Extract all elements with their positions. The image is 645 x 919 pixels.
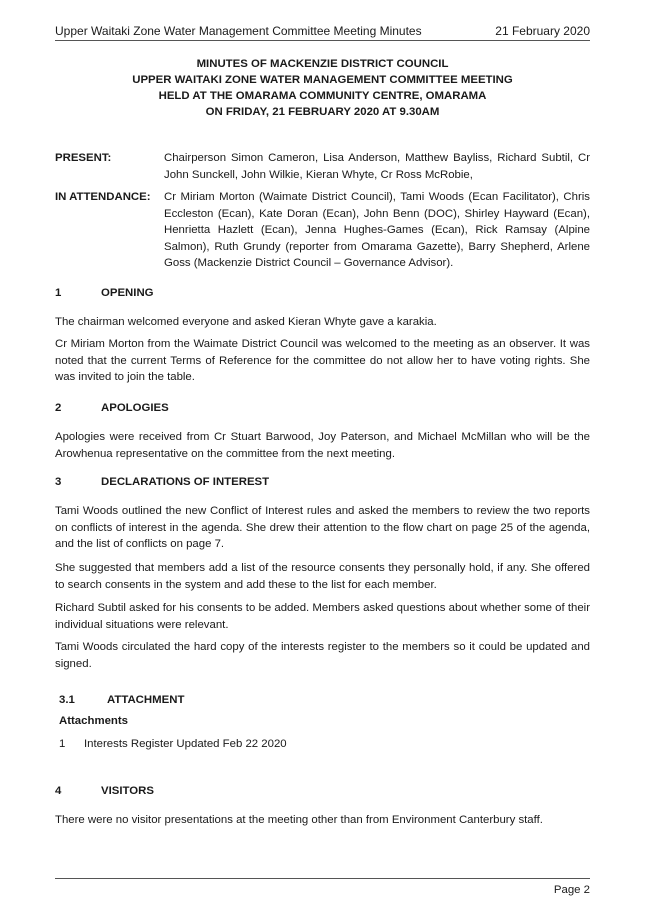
paragraph: The chairman welcomed everyone and asked Kieran Whyte gave a karakia. — [55, 316, 437, 328]
title-line: MINUTES OF MACKENZIE DISTRICT COUNCIL — [196, 58, 449, 70]
present-label: PRESENT: — [55, 152, 112, 164]
header-document-title: Upper Waitaki Zone Water Management Committee Meeting Minutes — [55, 24, 422, 38]
title-line: ON FRIDAY, 21 FEBRUARY 2020 AT 9.30AM — [205, 106, 440, 118]
paragraph: Richard Subtil asked for his consents to be added. Members asked questions about whether some of their individual situations were relevant. — [55, 602, 590, 631]
paragraph: Tami Woods circulated the hard copy of the interests register to the members so it could be updated and signed. — [55, 641, 590, 670]
paragraph: She suggested that members add a list of the resource consents they personally hold, if any. She offered to search consents in the system and add these to the list for each member. — [55, 562, 590, 591]
section-number: 4 — [55, 785, 62, 797]
paragraph: Cr Miriam Morton from the Waimate District Council was welcomed to the meeting as an observer. It was noted that the current Terms of Reference for the committee do not allow her to have voting rights. She was invited to join the table. — [55, 338, 590, 383]
header-date: 21 February 2020 — [495, 24, 590, 38]
present-list: Chairperson Simon Cameron, Lisa Anderson, Matthew Bayliss, Richard Subtil, Cr John Sunckell, John Wilkie, Kieran Whyte, Cr Ross McRobie, — [164, 152, 590, 181]
section-number: 1 — [55, 287, 62, 299]
attendance-label: IN ATTENDANCE: — [55, 191, 151, 203]
title-line: UPPER WAITAKI ZONE WATER MANAGEMENT COMMITTEE MEETING — [132, 74, 513, 86]
page-header — [55, 22, 590, 41]
attachment-title: Interests Register Updated Feb 22 2020 — [84, 738, 287, 750]
title-line: HELD AT THE OMARAMA COMMUNITY CENTRE, OMARAMA — [158, 90, 487, 102]
page-number: Page 2 — [553, 884, 590, 896]
paragraph: Apologies were received from Cr Stuart Barwood, Joy Paterson, and Michael McMillan who will be the Arowhenua representative on the committee from the next meeting. — [55, 431, 590, 460]
subsection-number: 3.1 — [59, 694, 75, 706]
section-number: 3 — [55, 476, 62, 488]
attachments-label: Attachments — [59, 715, 128, 727]
attendance-list: Cr Miriam Morton (Waimate District Council), Tami Woods (Ecan Facilitator), Chris Eccleston (Ecan), Kate Doran (Ecan), John Benn (DOC), Shirley Hayward (Ecan), Henrietta Hazlett (Ecan), Jenna Hughes-Games (Ecan), Rick Ramsay (Alpine Salmon), Ruth Grundy (reporter from Omarama Gazette), Barry Shepherd, Arlene Goss (Mackenzie District Council – Governance Advisor). — [164, 191, 590, 269]
paragraph: Tami Woods outlined the new Conflict of Interest rules and asked the members to review the two reports on conflicts of interest in the agenda. She drew their attention to the flow chart on page 25 of the agenda, and the list of conflicts on page 7. — [55, 505, 590, 550]
paragraph: There were no visitor presentations at the meeting other than from Environment Canterbury staff. — [55, 814, 543, 826]
section-number: 2 — [55, 402, 62, 414]
section-title: APOLOGIES — [101, 402, 169, 414]
section-title: OPENING — [101, 287, 154, 299]
subsection-title: ATTACHMENT — [107, 694, 185, 706]
section-title: VISITORS — [101, 785, 154, 797]
attachment-number: 1 — [59, 738, 66, 750]
section-title: DECLARATIONS OF INTEREST — [101, 476, 270, 488]
minutes-title — [55, 56, 590, 120]
footer-divider — [55, 878, 590, 879]
